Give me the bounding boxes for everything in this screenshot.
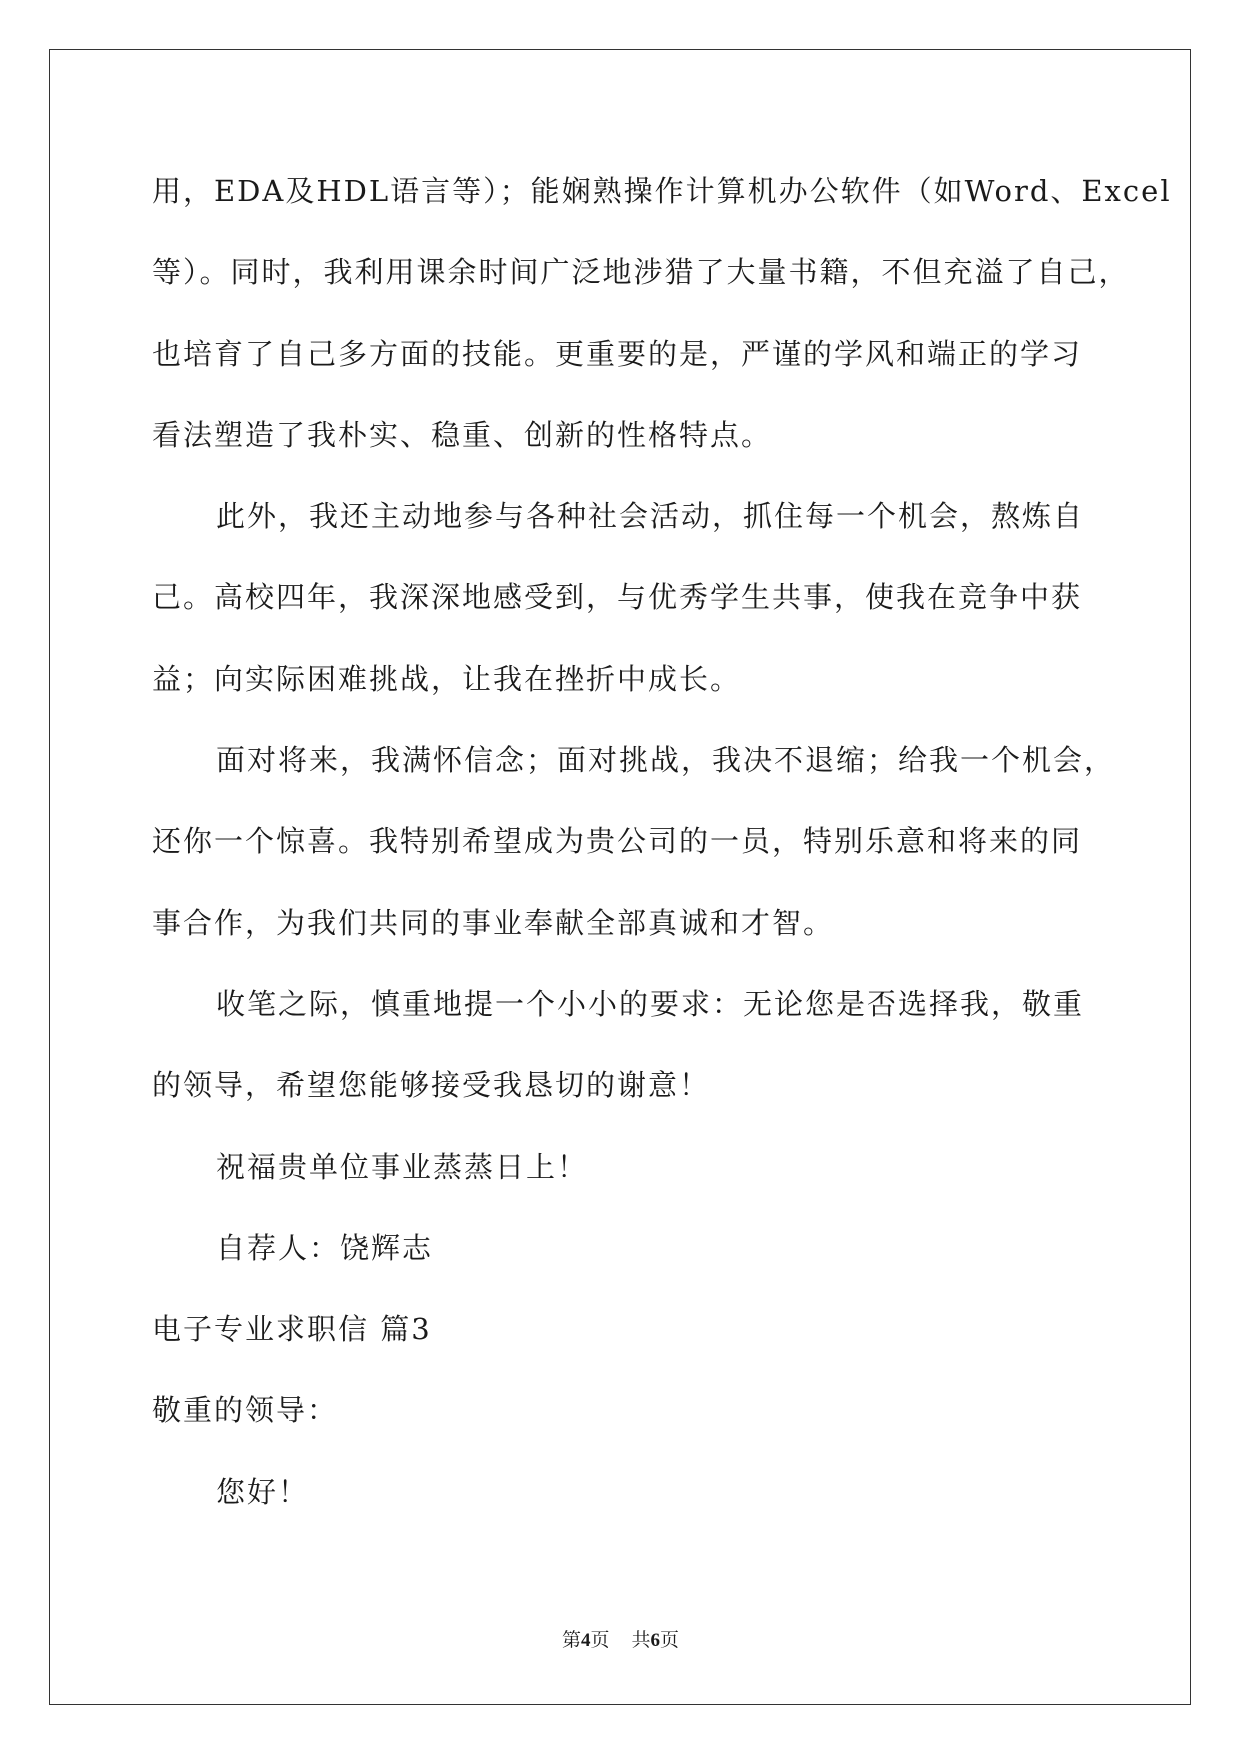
page-footer [0, 1625, 1241, 1652]
page-suffix: 页 [590, 1630, 610, 1651]
section-heading: 电子专业求职信 篇3 [152, 1312, 432, 1347]
salutation: 敬重的领导： [152, 1393, 339, 1428]
text-line: 己。高校四年，我深深地感受到，与优秀学生共事，使我在竞争中获 [152, 580, 1083, 615]
page-prefix: 第 [561, 1630, 581, 1651]
paragraph-start-line: 收笔之际，慎重地提一个小小的要求：无论您是否选择我，敬重 [216, 986, 1085, 1021]
text-line: 还你一个惊喜。我特别希望成为贵公司的一员，特别乐意和将来的同 [152, 824, 1083, 859]
document-body [152, 165, 1172, 1547]
greeting: 您好！ [216, 1474, 310, 1509]
paragraph-start-line: 此外，我还主动地参与各种社会活动，抓住每一个机会，熬炼自 [216, 499, 1085, 534]
text-line: 等）。同时，我利用课余时间广泛地涉猎了大量书籍，不但充溢了自己， [152, 255, 1130, 290]
closing-wish: 祝福贵单位事业蒸蒸日上！ [216, 1149, 589, 1184]
text-line: 也培育了自己多方面的技能。更重要的是，严谨的学风和端正的学习 [152, 336, 1083, 371]
paragraph-start-line: 面对将来，我满怀信念；面对挑战，我决不退缩；给我一个机会， [216, 743, 1116, 778]
total-prefix: 共 [631, 1630, 651, 1651]
text-line: 益；向实际困难挑战，让我在挫折中成长。 [152, 661, 742, 696]
text-line: 的领导，希望您能够接受我恳切的谢意！ [152, 1068, 711, 1103]
total-page-number: 6 [650, 1630, 661, 1651]
signature-line: 自荐人：饶辉志 [216, 1230, 434, 1265]
text-line: 事合作，为我们共同的事业奉献全部真诚和才智。 [152, 905, 835, 940]
total-suffix: 页 [660, 1630, 680, 1651]
text-line: 看法塑造了我朴实、稳重、创新的性格特点。 [152, 417, 773, 452]
current-page-number: 4 [580, 1630, 591, 1651]
text-line: 用，EDA及HDL语言等）；能娴熟操作计算机办公软件（如Word、Excel [152, 174, 1172, 208]
